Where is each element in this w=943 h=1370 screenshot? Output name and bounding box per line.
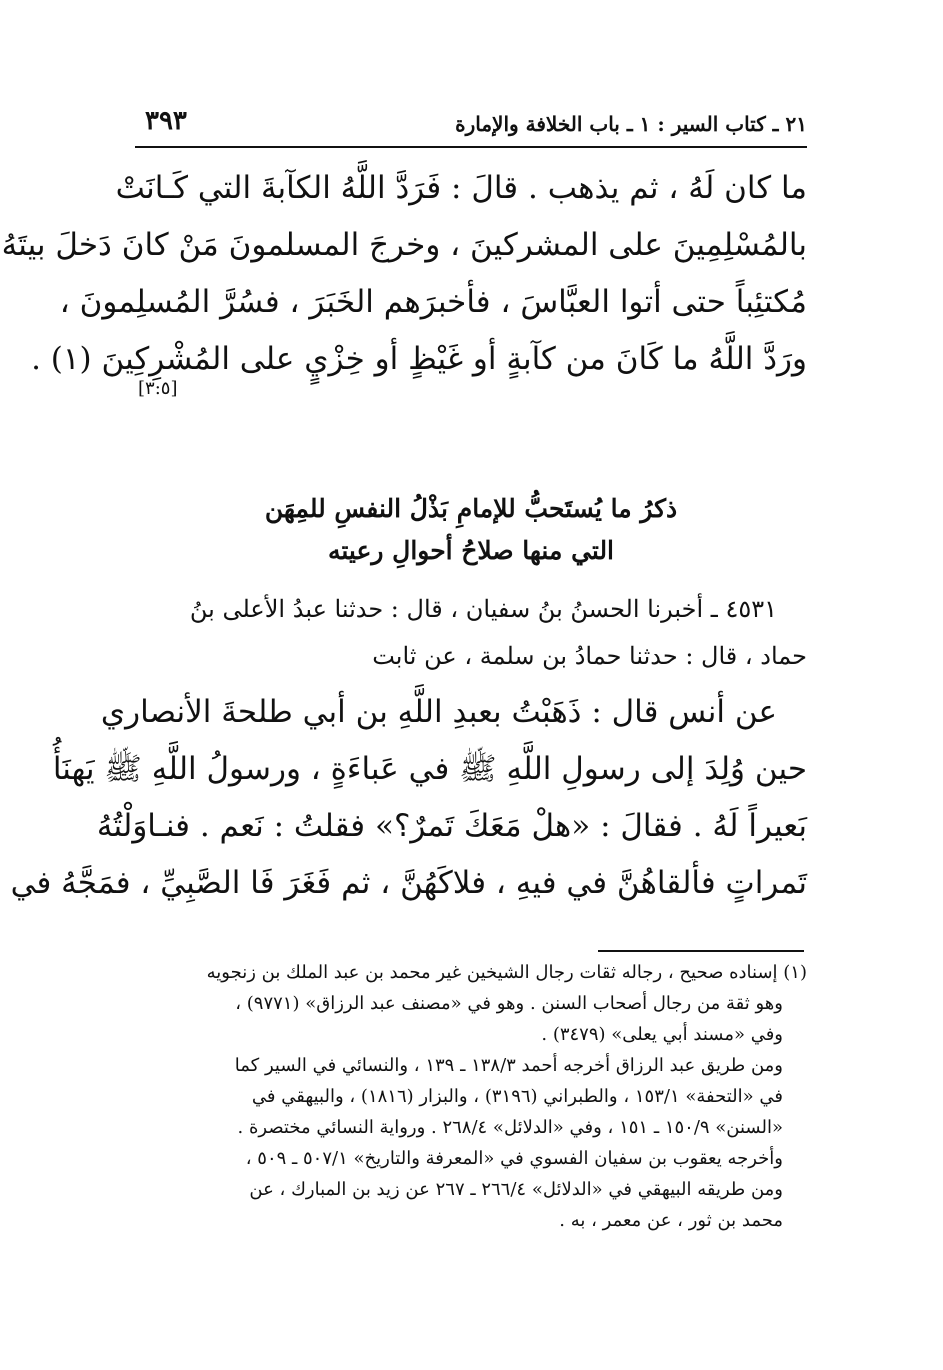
isnad-line: ٤٥٣١ ـ أخبرنا الحسنُ بنُ سفيان ، قال : حدثنا عبدُ الأعلى بنُ: [189, 595, 777, 623]
matn-line: عن أنس قال : ذَهَبْتُ بعبدِ اللَّهِ بن أبي طلحةَ الأنصاري: [100, 694, 777, 730]
page-number: ٣٩٣: [145, 106, 187, 136]
footnote-line: ومن طريقه البيهقي في «الدلائل» ٢٦٦/٤ ـ ٢٦٧ عن زيد بن المبارك ، عن: [249, 1179, 783, 1200]
footnote-line: وأخرجه يعقوب بن سفيان الفسوي في «المعرفة والتاريخ» ٥٠٧/١ ـ ٥٠٩ ،: [245, 1148, 783, 1169]
footnote-line: في «التحفة» ١٥٣/١ ، والطبراني (٣١٩٦) ، والبزار (١٨١٦) ، والبيهقي في: [251, 1086, 783, 1107]
hadith-isnad: [135, 586, 807, 680]
chapter-title: ٢١ ـ كتاب السير : ١ ـ باب الخلافة والإمارة: [455, 112, 807, 136]
passage-line: مُكتئِباً حتى أتوا العبَّاسَ ، فأخبرَهم الخَبَرَ ، فسُرَّ المُسلِمونَ ،: [59, 284, 807, 320]
footnote-line: وفي «مسند أبي يعلى» (٣٤٧٩) .: [541, 1024, 783, 1045]
isnad-line: حماد ، قال : حدثنا حمادُ بن سلمة ، عن ثابت: [372, 642, 807, 670]
footnote-line: «السنن» ١٥٠/٩ ـ ١٥١ ، وفي «الدلائل» ٢٦٨/٤ . ورواية النسائي مختصرة .: [237, 1117, 783, 1138]
footnote-line: ومن طريق عبد الرزاق أخرجه أحمد ١٣٨/٣ ـ ١٣٩ ، والنسائي في السير كما: [234, 1055, 783, 1076]
footnote-separator: [598, 950, 804, 952]
top-passage: [1, 160, 807, 388]
matn-line: بَعيراً لَهُ . فقالَ : «هلْ مَعَكَ تَمرٌ؟» فقلتُ : نَعم . فنـاوَلْتُهُ: [96, 808, 807, 844]
matn-line: حين وُلِدَ إلى رسولِ اللَّهِ ﷺ في عَباءَةٍ ، ورسولُ اللَّهِ ﷺ يَهنَأُ: [52, 751, 807, 787]
heading-line-2: التي منها صلاحُ أحوالِ رعيته: [327, 536, 615, 565]
footnote-line: (١) إسناده صحيح ، رجاله ثقات رجال الشيخين غير محمد بن عبد الملك بن زنجويه: [206, 962, 807, 983]
matn-line: تَمراتٍ فألقاهُنَّ في فيهِ ، فلاكَهُنَّ ، ثم فَغَرَ فَا الصَّبِيِّ ، فمَجَّهُ في: [10, 865, 807, 901]
footnotes: [135, 957, 807, 1236]
running-header: [135, 106, 807, 148]
footnote-line: محمد بن ثور ، عن معمر ، به .: [559, 1210, 783, 1231]
section-heading: [135, 488, 807, 572]
passage-line: بالمُسْلِمِينَ على المشركينَ ، وخرجَ المسلمونَ مَنْ كانَ دَخلَ بيتَهُ: [1, 227, 807, 263]
passage-line: ورَدَّ اللَّهُ ما كَانَ من كآبةٍ أو غَيْظٍ أو خِزْيٍ على المُشْرِكِينَ (١) .: [31, 341, 807, 377]
passage-line: ما كان لَهُ ، ثم يذهب . قالَ : فَرَدَّ اللَّهُ الكآبةَ التي كَـانَتْ: [115, 170, 807, 206]
volume-reference: [٣:٥]: [138, 378, 178, 399]
heading-line-1: ذكرُ ما يُستَحبُّ للإمامِ بَذْلُ النفسِ للمِهَن: [264, 494, 678, 523]
hadith-matn: [10, 684, 807, 912]
footnote-line: وهو ثقة من رجال أصحاب السنن . وهو في «مصنف عبد الرزاق» (٩٧٧١) ،: [235, 993, 783, 1014]
